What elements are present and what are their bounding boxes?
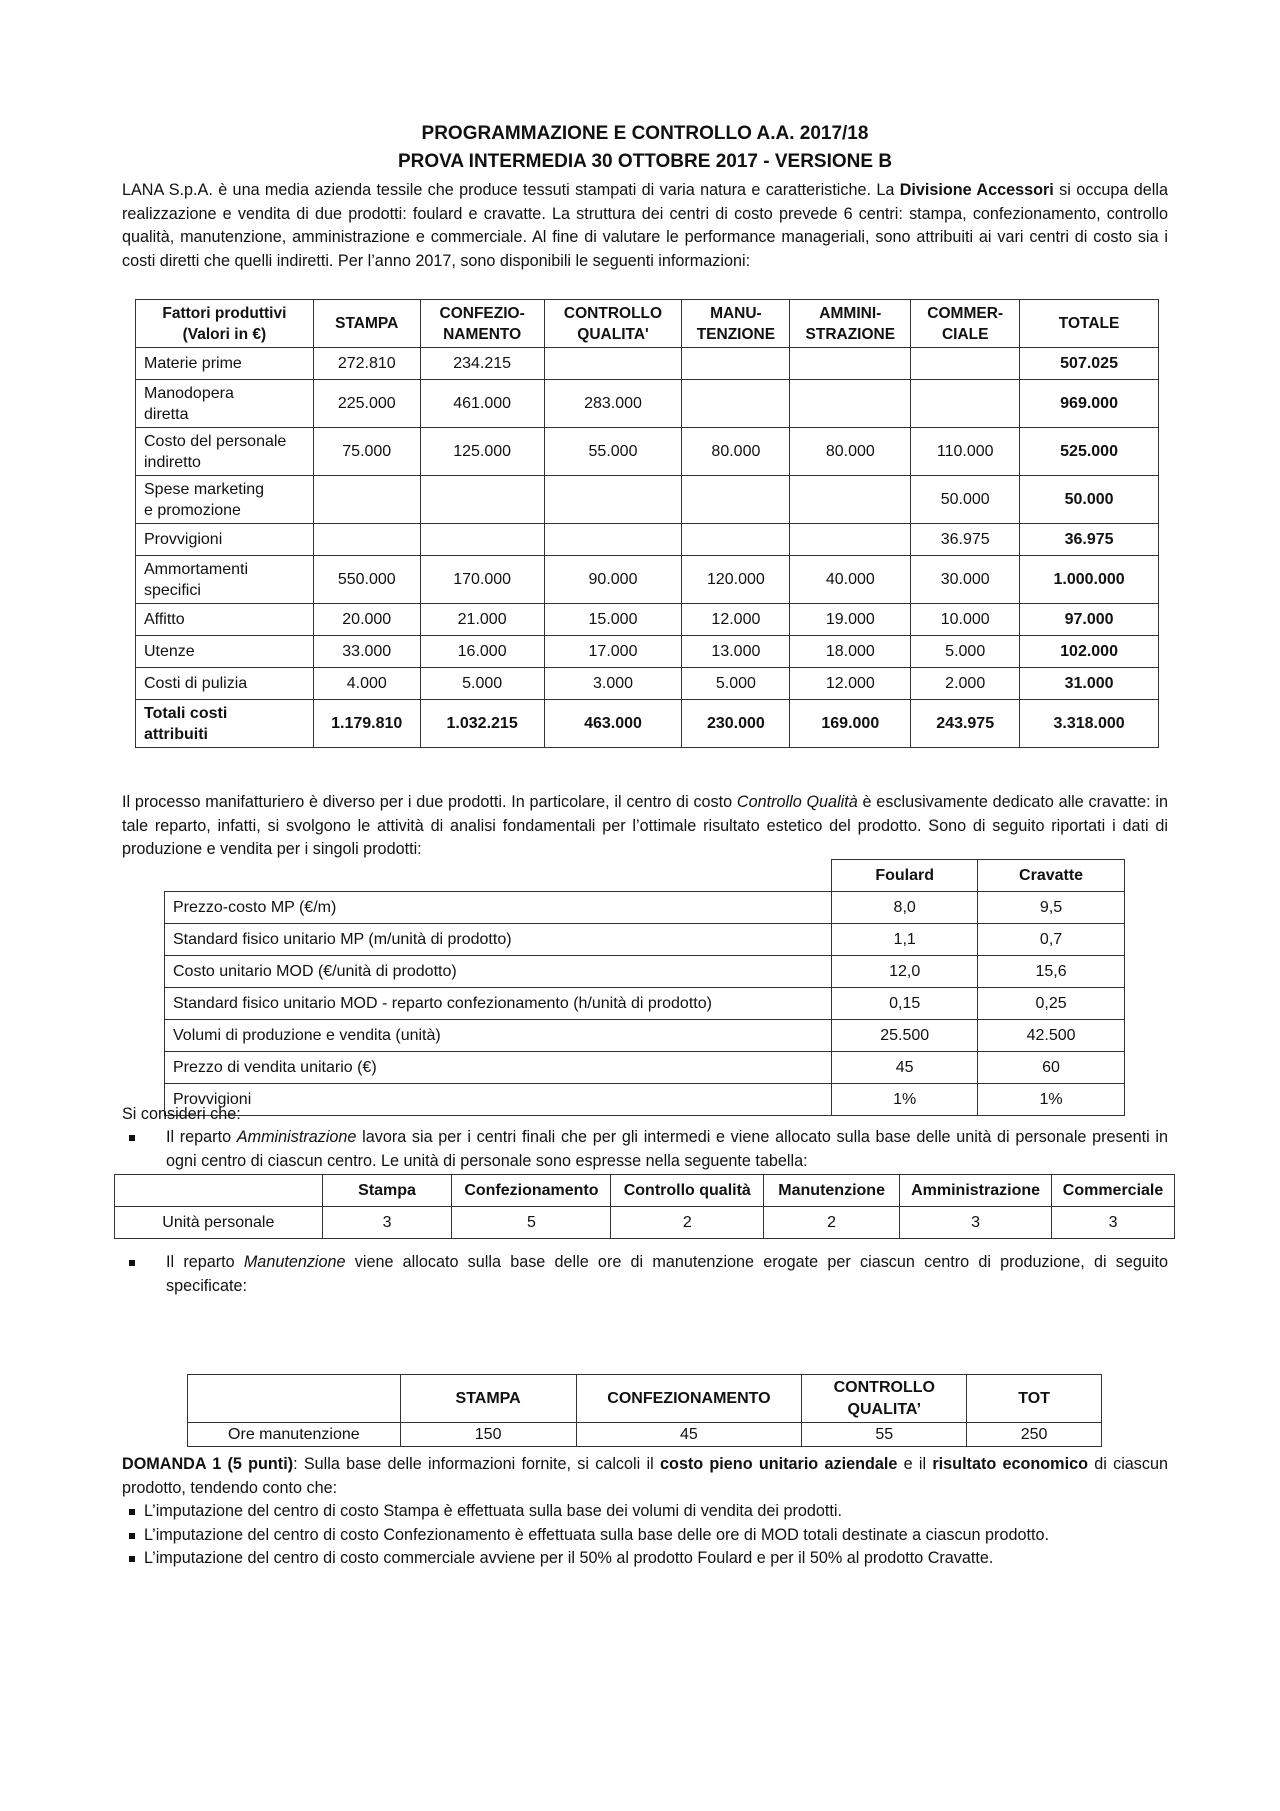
table-cell: 1.179.810 [313,700,420,748]
product-table-header-row [165,860,1125,892]
bullet-square-icon [129,1260,135,1266]
cell-text-line: AMMINI- [819,304,882,322]
staff-table-corner [115,1175,323,1207]
table-cell: 550.000 [313,556,420,604]
consideration-maintenance [122,1251,1168,1298]
title-line-2: PROVA INTERMEDIA 30 OTTOBRE 2017 - VERSIONE B [397,151,893,172]
bullet-square-icon [129,1135,135,1141]
cell-text-line: diretta [144,405,189,423]
table-cell: 12,0 [832,956,978,988]
product-table-body [165,892,1125,1116]
table-cell: 234.215 [420,348,544,380]
staff-header-cell: Amministrazione [900,1175,1052,1207]
intro-text-1: LANA S.p.A. è una media azienda tessile che produce tessuti stampati di varia natura e caratteristiche. La [122,181,900,199]
table-cell: 15,6 [978,956,1125,988]
maint-header-cell [400,1375,576,1423]
table-cell: 80.000 [790,428,911,476]
process-text-1: Il processo manifatturiero è diverso per i due prodotti. In particolare, il centro di costo [122,793,737,811]
question-paragraph [122,1453,1168,1500]
table-row [136,348,1159,380]
table-cell: 55 [802,1423,967,1447]
table-cell [682,524,790,556]
table-cell: 33.000 [313,636,420,668]
table-cell: 150 [400,1423,576,1447]
row-label: Prezzo-costo MP (€/m) [165,892,832,924]
table-cell: 90.000 [544,556,682,604]
row-label: Costo unitario MOD (€/unità di prodotto) [165,956,832,988]
table-cell [313,524,420,556]
table-cell: 12.000 [682,604,790,636]
cell-text-line: Totali costi [144,704,228,722]
process-text-2: è esclusivamente dedicato alle cravatte: in tale reparto, infatti, si svolgono le attività di analisi fondamentali per l’ottimale risultato estetico del prodotto. Sono di seguito riportati i dati di produzione e vendita per i singoli prodotti: [122,793,1168,858]
cost-header-cell [420,300,544,348]
cell-text-line: NAMENTO [443,325,522,343]
cell-text-line: Fattori produttivi [162,304,287,322]
table-cell [790,524,911,556]
row-label [136,556,314,604]
document-title [122,120,1168,175]
cell-text-line: Costi di pulizia [144,675,248,692]
question-bullet-text: L’imputazione del centro di costo Stampa è effettuata sulla base dei volumi di vendita dei prodotti. [144,1502,842,1520]
staff-header-cell: Controllo qualità [611,1175,764,1207]
cell-text-line: CONTROLLO [833,1378,935,1396]
cell-text-line: COMMER- [927,304,1004,322]
row-label [136,700,314,748]
bullet-square-icon [129,1556,135,1562]
row-label [136,476,314,524]
table-cell: 21.000 [420,604,544,636]
table-cell [790,348,911,380]
cell-text-line: Affitto [144,611,185,628]
cell-text-line: STAMPA [455,1389,521,1407]
cell-text-line: QUALITA’ [847,1400,922,1418]
table-cell [420,476,544,524]
bullet2-italic: Manutenzione [243,1253,346,1271]
considerations-list [122,1126,1168,1173]
table-cell: 10.000 [911,604,1020,636]
question-label: DOMANDA 1 (5 punti) [122,1455,294,1473]
row-label: Provvigioni [165,1084,832,1116]
table-row [165,1020,1125,1052]
table-cell [790,476,911,524]
table-cell [682,348,790,380]
table-cell: 283.000 [544,380,682,428]
table-cell [544,524,682,556]
table-cell: 0,7 [978,924,1125,956]
table-cell: 75.000 [313,428,420,476]
table-cell: 5 [452,1207,611,1239]
table-cell: 36.975 [1020,524,1159,556]
intro-paragraph [122,179,1168,273]
bullet-square-icon [129,1509,135,1515]
table-cell [682,380,790,428]
table-cell: 45 [576,1423,802,1447]
table-cell: 3 [900,1207,1052,1239]
table-cell: 25.500 [832,1020,978,1052]
staff-header-cell: Confezionamento [452,1175,611,1207]
row-label: Volumi di produzione e vendita (unità) [165,1020,832,1052]
table-cell: 42.500 [978,1020,1125,1052]
row-label: Prezzo di vendita unitario (€) [165,1052,832,1084]
cell-text-line: (Valori in €) [182,325,267,343]
cell-text-line: STAMPA [335,315,399,332]
row-label [136,524,314,556]
table-cell: 2 [611,1207,764,1239]
cell-text-line: TOT [1018,1389,1050,1407]
table-cell: 4.000 [313,668,420,700]
bullet2-text-1: Il reparto [166,1253,244,1271]
table-cell: 225.000 [313,380,420,428]
row-label [136,636,314,668]
cell-text-line: QUALITA' [577,325,649,343]
table-row [136,636,1159,668]
cell-text-line: Manodopera [144,384,234,402]
title-line-1: PROGRAMMAZIONE E CONTROLLO A.A. 2017/18 [421,123,869,144]
cost-header-cell [136,300,314,348]
row-label [136,668,314,700]
table-cell: 250 [967,1423,1102,1447]
product-table-corner [165,860,832,892]
cell-text-line: MANU- [710,304,762,322]
table-cell: 243.975 [911,700,1020,748]
row-label [136,380,314,428]
table-cell [544,476,682,524]
table-cell: 1% [978,1084,1125,1116]
cell-text-line: CONFEZIONAMENTO [607,1389,771,1407]
table-cell: 0,15 [832,988,978,1020]
table-cell: 31.000 [1020,668,1159,700]
table-cell [544,348,682,380]
cell-text-line: TENZIONE [696,325,776,343]
cost-centers-table [135,299,1159,748]
staff-header-cell: Stampa [322,1175,452,1207]
bullet2-text-2: viene allocato sulla base delle ore di manutenzione erogate per ciascun centro di produzione, di seguito specificate: [166,1253,1168,1295]
table-cell: 20.000 [313,604,420,636]
cell-text-line: Materie prime [144,355,242,372]
cost-header-cell [682,300,790,348]
table-cell: 507.025 [1020,348,1159,380]
table-cell: 5.000 [420,668,544,700]
cell-text-line: CONTROLLO [563,304,663,322]
product-header-foulard: Foulard [832,860,978,892]
considerations-intro: Si consideri che: [122,1105,241,1123]
table-cell [911,348,1020,380]
staff-units-table [114,1174,1175,1239]
table-row [136,556,1159,604]
table-cell: 8,0 [832,892,978,924]
table-row [136,476,1159,524]
table-cell [313,476,420,524]
cell-text-line: TOTALE [1058,315,1120,332]
cell-text-line: Spese marketing [144,480,265,498]
table-cell: 9,5 [978,892,1125,924]
staff-header-cell: Manutenzione [764,1175,900,1207]
row-label [136,348,314,380]
table-row [165,892,1125,924]
staff-table-row [115,1207,1175,1239]
table-cell: 272.810 [313,348,420,380]
row-label: Standard fisico unitario MP (m/unità di prodotto) [165,924,832,956]
table-cell: 463.000 [544,700,682,748]
row-label: Standard fisico unitario MOD - reparto confezionamento (h/unità di prodotto) [165,988,832,1020]
table-cell: 1.000.000 [1020,556,1159,604]
consideration-administration [122,1126,1168,1173]
table-row [136,668,1159,700]
cost-header-cell [790,300,911,348]
table-cell: 50.000 [911,476,1020,524]
table-cell: 0,25 [978,988,1125,1020]
table-cell: 1,1 [832,924,978,956]
table-cell [790,380,911,428]
table-cell: 50.000 [1020,476,1159,524]
table-cell: 120.000 [682,556,790,604]
cell-text-line: STRAZIONE [805,325,896,343]
table-cell: 97.000 [1020,604,1159,636]
cell-text-line: e promozione [144,501,241,519]
question-bullet-text: L’imputazione del centro di costo commerciale avviene per il 50% al prodotto Foulard e per il 50% al prodotto Cravatte. [144,1549,994,1567]
intro-bold-division: Divisione Accessori [899,181,1054,199]
cell-text-line: CIALE [941,325,989,343]
table-cell: 55.000 [544,428,682,476]
table-cell: 15.000 [544,604,682,636]
intro-text-2: si occupa della realizzazione e vendita di due prodotti: foulard e cravatte. La struttura dei centri di costo prevede 6 centri: stampa, confezionamento, controllo qualità, manutenzione, amministrazione e commerciale. Al fine di valutare le performance manageriali, sono attribuiti ai vari centri di costo sia i costi diretti che quelli indiretti. Per l’anno 2017, sono disponibili le seguenti informazioni: [122,181,1168,270]
maint-table-corner [188,1375,401,1423]
process-paragraph [122,791,1168,862]
maint-table-row [188,1423,1102,1447]
product-header-cravatte: Cravatte [978,860,1125,892]
maintenance-hours-table [187,1374,1102,1447]
process-italic-quality: Controllo Qualità [736,793,858,811]
staff-table-header-row [115,1175,1175,1207]
table-row [136,428,1159,476]
maint-row-label: Ore manutenzione [188,1423,401,1447]
table-cell: 13.000 [682,636,790,668]
question-bullets [122,1500,1168,1571]
table-row [165,956,1125,988]
table-cell: 170.000 [420,556,544,604]
table-row [165,988,1125,1020]
cell-text-line: Ammortamenti [144,560,249,578]
table-cell: 60 [978,1052,1125,1084]
table-cell: 19.000 [790,604,911,636]
table-cell: 230.000 [682,700,790,748]
table-cell: 5.000 [682,668,790,700]
product-data-table [164,859,1125,1116]
table-cell: 110.000 [911,428,1020,476]
cell-text-line: indiretto [144,453,201,471]
table-cell: 102.000 [1020,636,1159,668]
table-cell: 125.000 [420,428,544,476]
question-bold-1: costo pieno unitario aziendale [659,1455,898,1473]
table-row [136,700,1159,748]
table-cell: 1.032.215 [420,700,544,748]
table-cell: 30.000 [911,556,1020,604]
question-bullet-item [122,1547,1168,1571]
cell-text-line: attribuiti [144,725,208,743]
table-cell: 80.000 [682,428,790,476]
cost-header-cell [911,300,1020,348]
table-cell: 2 [764,1207,900,1239]
table-cell [420,524,544,556]
bullet1-italic: Amministrazione [236,1128,357,1146]
table-row [165,924,1125,956]
cell-text-line: Utenze [144,643,195,660]
table-row [165,1052,1125,1084]
cell-text-line: Provvigioni [144,531,223,548]
maint-header-cell [576,1375,802,1423]
cell-text-line: Costo del personale [144,432,287,450]
question-bold-2: risultato economico [932,1455,1088,1473]
question-bullet-item [122,1500,1168,1524]
question-bullet-item [122,1524,1168,1548]
table-cell: 461.000 [420,380,544,428]
maint-header-cell [802,1375,967,1423]
table-cell: 3 [1052,1207,1175,1239]
table-cell: 1% [832,1084,978,1116]
question-text-1: : Sulla base delle informazioni fornite, si calcoli il [293,1455,660,1473]
cost-header-cell [544,300,682,348]
staff-header-cell: Commerciale [1052,1175,1175,1207]
cost-header-cell [1020,300,1159,348]
table-cell: 17.000 [544,636,682,668]
bullet-square-icon [129,1533,135,1539]
question-text-2: e il [897,1455,933,1473]
row-label [136,604,314,636]
bullet1-text-2: lavora sia per i centri finali che per gli intermedi e viene allocato sulla base delle unità di personale presenti in ogni centro di ciascun centro. Le unità di personale sono espresse nella seguente tabella: [166,1128,1168,1170]
table-row [136,380,1159,428]
question-bullet-text: L’imputazione del centro di costo Confezionamento è effettuata sulla base delle ore di MOD totali destinate a ciascun prodotto. [144,1525,1049,1544]
table-cell: 36.975 [911,524,1020,556]
table-cell: 12.000 [790,668,911,700]
cost-table-body [136,348,1159,748]
table-cell: 525.000 [1020,428,1159,476]
maint-table-header-row [188,1375,1102,1423]
table-cell: 3 [322,1207,452,1239]
table-cell: 969.000 [1020,380,1159,428]
table-cell: 16.000 [420,636,544,668]
table-cell: 169.000 [790,700,911,748]
table-cell: 40.000 [790,556,911,604]
maintenance-list [122,1251,1168,1298]
table-row [136,604,1159,636]
table-cell [911,380,1020,428]
table-row [136,524,1159,556]
table-cell: 3.000 [544,668,682,700]
staff-row-label: Unità personale [115,1207,323,1239]
table-cell: 18.000 [790,636,911,668]
table-cell: 45 [832,1052,978,1084]
cell-text-line: specifici [144,581,201,599]
bullet1-text-1: Il reparto [166,1128,237,1146]
table-cell: 3.318.000 [1020,700,1159,748]
cell-text-line: CONFEZIO- [439,304,525,322]
cost-header-cell [313,300,420,348]
table-cell: 2.000 [911,668,1020,700]
question-text-3: di ciascun prodotto, tendendo conto che: [122,1455,1168,1497]
row-label [136,428,314,476]
maint-header-cell [967,1375,1102,1423]
cost-table-header-row [136,300,1159,348]
table-cell [682,476,790,524]
table-cell: 5.000 [911,636,1020,668]
